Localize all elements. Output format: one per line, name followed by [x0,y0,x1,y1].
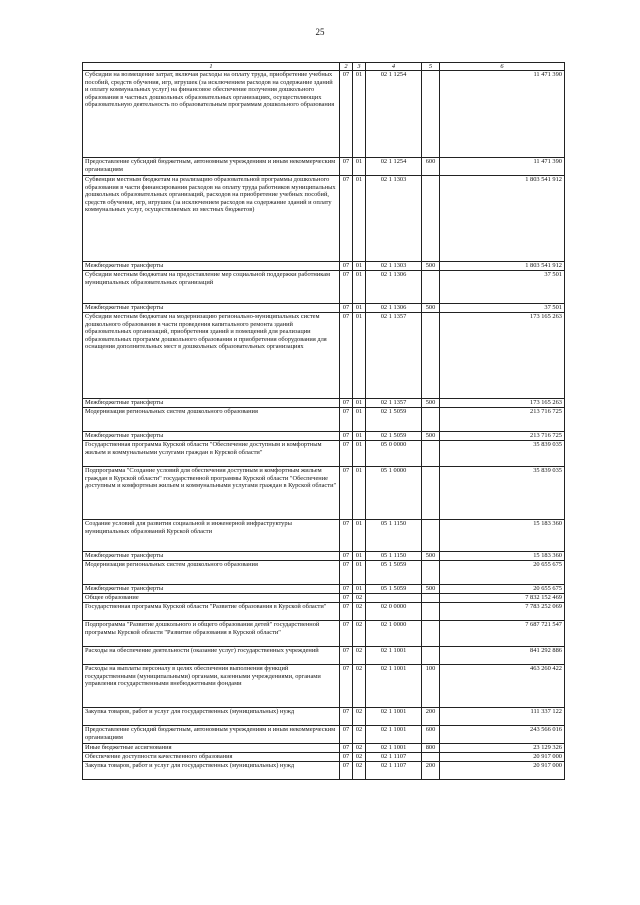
table-row [83,585,565,594]
table-row [83,744,565,753]
row-amount-cell: 35 839 035 [440,467,565,520]
row-amount-cell: 1 803 541 912 [440,262,565,271]
row-subsection-cell: 01 [353,304,366,313]
row-name-cell: Обеспечение доступности качественного образования [83,753,340,762]
row-subsection-cell: 02 [353,647,366,665]
row-name-cell: Закупка товаров, работ и услуг для государственных (муниципальных) нужд [83,762,340,780]
column-header-section: 2 [340,63,353,71]
row-section-cell: 07 [340,552,353,561]
row-amount-cell: 463 260 422 [440,665,565,708]
table-row [83,313,565,399]
row-amount-cell: 35 839 035 [440,441,565,467]
row-name-cell: Предоставление субсидий бюджетным, автономным учреждениям и иным некоммерческим организациям [83,726,340,744]
table-row [83,708,565,726]
row-target-article-cell: 02 1 1357 [366,399,422,408]
row-target-article-cell: 05 1 1150 [366,520,422,552]
row-section-cell: 07 [340,621,353,647]
row-expense-type-cell: 500 [422,399,440,408]
row-name-cell: Общее образование [83,594,340,603]
row-target-article-cell: 02 1 1357 [366,313,422,399]
table-row [83,158,565,176]
row-subsection-cell: 01 [353,552,366,561]
row-subsection-cell: 02 [353,603,366,621]
row-subsection-cell: 01 [353,158,366,176]
table-row [83,304,565,313]
table-row [83,594,565,603]
table-row [83,520,565,552]
table-row [83,647,565,665]
row-name-cell: Расходы на выплаты персоналу в целях обеспечения выполнения функций государственными (муниципальными) органами, казенными учреждениями, органами управления государственными внебюджетными фондами [83,665,340,708]
row-amount-cell: 173 165 263 [440,399,565,408]
row-target-article-cell: 02 1 1001 [366,647,422,665]
row-name-cell: Подпрограмма "Создание условий для обеспечения доступным и комфортным жильем граждан в Курской области" государственной программы Курской области "Обеспечение доступным и комфортным жильем и коммунальными услугами граждан в Курской области" [83,467,340,520]
row-expense-type-cell: 100 [422,665,440,708]
row-section-cell: 07 [340,432,353,441]
row-target-article-cell: 02 1 5059 [366,432,422,441]
row-amount-cell: 11 471 390 [440,71,565,158]
row-section-cell: 07 [340,520,353,552]
row-expense-type-cell: 800 [422,744,440,753]
row-target-article-cell [366,594,422,603]
row-expense-type-cell [422,621,440,647]
row-section-cell: 07 [340,441,353,467]
row-name-cell: Государственная программа Курской области "Обеспечение доступным и комфортным жильем и коммунальными услугами граждан в Курской области" [83,441,340,467]
row-amount-cell: 243 566 016 [440,726,565,744]
table-row [83,432,565,441]
row-subsection-cell: 02 [353,665,366,708]
row-expense-type-cell: 200 [422,762,440,780]
row-section-cell: 07 [340,271,353,304]
row-section-cell: 07 [340,726,353,744]
table-row [83,665,565,708]
row-subsection-cell: 02 [353,744,366,753]
row-section-cell: 07 [340,561,353,585]
row-name-cell: Предоставление субсидий бюджетным, автономным учреждениям и иным некоммерческим организациям [83,158,340,176]
row-target-article-cell: 02 0 0000 [366,603,422,621]
row-name-cell: Субсидии местным бюджетам на модернизацию регионально-муниципальных систем дошкольного образования в части проведения капитального ремонта зданий образовательных организаций, приобретения зданий и помещений для реализации образовательных программ дошкольного образования и приобретения оборудования для оснащения дополнительных мест в дошкольных образовательных организациях [83,313,340,399]
row-expense-type-cell: 200 [422,708,440,726]
row-subsection-cell: 02 [353,594,366,603]
row-subsection-cell: 01 [353,399,366,408]
row-subsection-cell: 01 [353,71,366,158]
table-row [83,271,565,304]
table-row [83,762,565,780]
row-expense-type-cell [422,594,440,603]
row-target-article-cell: 05 1 1150 [366,552,422,561]
row-amount-cell: 20 917 000 [440,753,565,762]
row-target-article-cell: 02 1 1107 [366,753,422,762]
table-row [83,71,565,158]
row-expense-type-cell [422,647,440,665]
row-name-cell: Межбюджетные трансферты [83,262,340,271]
row-target-article-cell: 02 1 5059 [366,408,422,432]
row-target-article-cell: 02 1 1001 [366,708,422,726]
row-section-cell: 07 [340,262,353,271]
row-expense-type-cell [422,176,440,262]
table-row [83,399,565,408]
row-amount-cell: 15 183 360 [440,520,565,552]
table-row [83,621,565,647]
row-name-cell: Субсидии местным бюджетам на предоставление мер социальной поддержки работникам муниципальных образовательных организаций [83,271,340,304]
table-row [83,262,565,271]
row-expense-type-cell [422,561,440,585]
row-expense-type-cell: 500 [422,432,440,441]
row-subsection-cell: 02 [353,753,366,762]
row-name-cell: Межбюджетные трансферты [83,432,340,441]
row-section-cell: 07 [340,467,353,520]
row-name-cell: Субсидии на возмещение затрат, включая расходы на оплату труда, приобретение учебных пособий, средств обучения, игр, игрушек (за исключением расходов на содержание зданий и оплату коммунальных услуг) на финансовое обеспечение получения дошкольного образования в частных дошкольных образовательных организациях, осуществляющих образовательную деятельность по образовательным программам дошкольного образования [83,71,340,158]
row-section-cell: 07 [340,399,353,408]
row-subsection-cell: 01 [353,561,366,585]
row-section-cell: 07 [340,603,353,621]
row-target-article-cell: 02 1 1306 [366,304,422,313]
row-section-cell: 07 [340,665,353,708]
table-row [83,603,565,621]
row-section-cell: 07 [340,744,353,753]
column-header-expense-type: 5 [422,63,440,71]
row-target-article-cell: 02 1 1001 [366,744,422,753]
row-section-cell: 07 [340,585,353,594]
row-name-cell: Модернизация региональных систем дошкольного образования [83,561,340,585]
row-subsection-cell: 02 [353,621,366,647]
row-expense-type-cell: 500 [422,262,440,271]
row-amount-cell: 37 501 [440,304,565,313]
row-amount-cell: 20 655 675 [440,561,565,585]
budget-table [82,62,565,780]
row-expense-type-cell [422,520,440,552]
row-target-article-cell: 05 1 5059 [366,585,422,594]
column-header-target-article: 4 [366,63,422,71]
row-name-cell: Субвенции местным бюджетам на реализацию образовательной программы дошкольного образования в части финансирования расходов на оплату труда работников муниципальных дошкольных образовательных организаций, расходов на приобретение учебных пособий, средств обучения, игр, игрушек (за исключением расходов на содержание зданий и оплату коммунальных услуг, осуществляемых из местных бюджетов) [83,176,340,262]
row-name-cell: Создание условий для развития социальной и инженерной инфраструктуры муниципальных образований Курской области [83,520,340,552]
row-subsection-cell: 01 [353,432,366,441]
row-subsection-cell: 02 [353,708,366,726]
row-amount-cell: 15 183 360 [440,552,565,561]
row-expense-type-cell: 600 [422,726,440,744]
row-target-article-cell: 02 1 1001 [366,726,422,744]
row-subsection-cell: 01 [353,176,366,262]
row-subsection-cell: 01 [353,441,366,467]
column-header-name: 1 [83,63,340,71]
row-expense-type-cell: 500 [422,585,440,594]
row-section-cell: 07 [340,304,353,313]
row-subsection-cell: 01 [353,262,366,271]
row-amount-cell: 37 501 [440,271,565,304]
row-amount-cell: 20 655 675 [440,585,565,594]
row-expense-type-cell [422,313,440,399]
row-name-cell: Подпрограмма "Развитие дошкольного и общего образования детей" государственной программы Курской области "Развитие образования в Курской области" [83,621,340,647]
row-target-article-cell: 02 1 1107 [366,762,422,780]
row-name-cell: Межбюджетные трансферты [83,585,340,594]
row-amount-cell: 1 803 541 912 [440,176,565,262]
row-name-cell: Межбюджетные трансферты [83,399,340,408]
row-name-cell: Иные бюджетные ассигнования [83,744,340,753]
row-name-cell: Межбюджетные трансферты [83,304,340,313]
row-section-cell: 07 [340,313,353,399]
row-amount-cell: 7 687 721 547 [440,621,565,647]
column-numbers-row [83,63,565,71]
row-expense-type-cell [422,441,440,467]
row-name-cell: Закупка товаров, работ и услуг для государственных (муниципальных) нужд [83,708,340,726]
row-expense-type-cell: 500 [422,552,440,561]
row-expense-type-cell [422,467,440,520]
row-subsection-cell: 01 [353,585,366,594]
row-subsection-cell: 02 [353,726,366,744]
row-section-cell: 07 [340,176,353,262]
row-target-article-cell: 02 1 1306 [366,271,422,304]
row-amount-cell: 7 783 252 069 [440,603,565,621]
table-row [83,408,565,432]
table-body [83,71,565,780]
row-amount-cell: 11 471 390 [440,158,565,176]
row-amount-cell: 111 337 122 [440,708,565,726]
row-target-article-cell: 02 1 1254 [366,158,422,176]
table-row [83,176,565,262]
row-expense-type-cell [422,408,440,432]
row-amount-cell: 213 716 725 [440,432,565,441]
table-row [83,441,565,467]
row-expense-type-cell [422,753,440,762]
row-subsection-cell: 01 [353,313,366,399]
table-row [83,552,565,561]
table-row [83,467,565,520]
row-target-article-cell: 05 1 5059 [366,561,422,585]
row-expense-type-cell [422,603,440,621]
row-subsection-cell: 01 [353,520,366,552]
row-section-cell: 07 [340,408,353,432]
row-subsection-cell: 01 [353,467,366,520]
row-section-cell: 07 [340,71,353,158]
row-amount-cell: 841 292 886 [440,647,565,665]
row-subsection-cell: 01 [353,271,366,304]
row-section-cell: 07 [340,594,353,603]
column-header-subsection: 3 [353,63,366,71]
row-name-cell: Межбюджетные трансферты [83,552,340,561]
row-target-article-cell: 02 1 0000 [366,621,422,647]
row-section-cell: 07 [340,708,353,726]
row-name-cell: Расходы на обеспечение деятельности (оказание услуг) государственных учреждений [83,647,340,665]
row-name-cell: Модернизация региональных систем дошкольного образования [83,408,340,432]
row-amount-cell: 23 129 326 [440,744,565,753]
row-amount-cell: 20 917 000 [440,762,565,780]
row-target-article-cell: 02 1 1303 [366,176,422,262]
row-section-cell: 07 [340,647,353,665]
column-header-amount: 6 [440,63,565,71]
row-expense-type-cell [422,271,440,304]
row-target-article-cell: 05 0 0000 [366,441,422,467]
page-number: 25 [315,27,325,37]
row-subsection-cell: 02 [353,762,366,780]
table-row [83,561,565,585]
row-expense-type-cell: 600 [422,158,440,176]
row-section-cell: 07 [340,753,353,762]
row-amount-cell: 173 165 263 [440,313,565,399]
table-row [83,753,565,762]
row-expense-type-cell [422,71,440,158]
row-amount-cell: 7 832 152 469 [440,594,565,603]
row-section-cell: 07 [340,762,353,780]
row-subsection-cell: 01 [353,408,366,432]
table-row [83,726,565,744]
row-target-article-cell: 02 1 1254 [366,71,422,158]
row-amount-cell: 213 716 725 [440,408,565,432]
row-section-cell: 07 [340,158,353,176]
row-target-article-cell: 02 1 1001 [366,665,422,708]
row-target-article-cell: 05 1 0000 [366,467,422,520]
row-expense-type-cell: 500 [422,304,440,313]
row-name-cell: Государственная программа Курской области "Развитие образования в Курской области" [83,603,340,621]
row-target-article-cell: 02 1 1303 [366,262,422,271]
